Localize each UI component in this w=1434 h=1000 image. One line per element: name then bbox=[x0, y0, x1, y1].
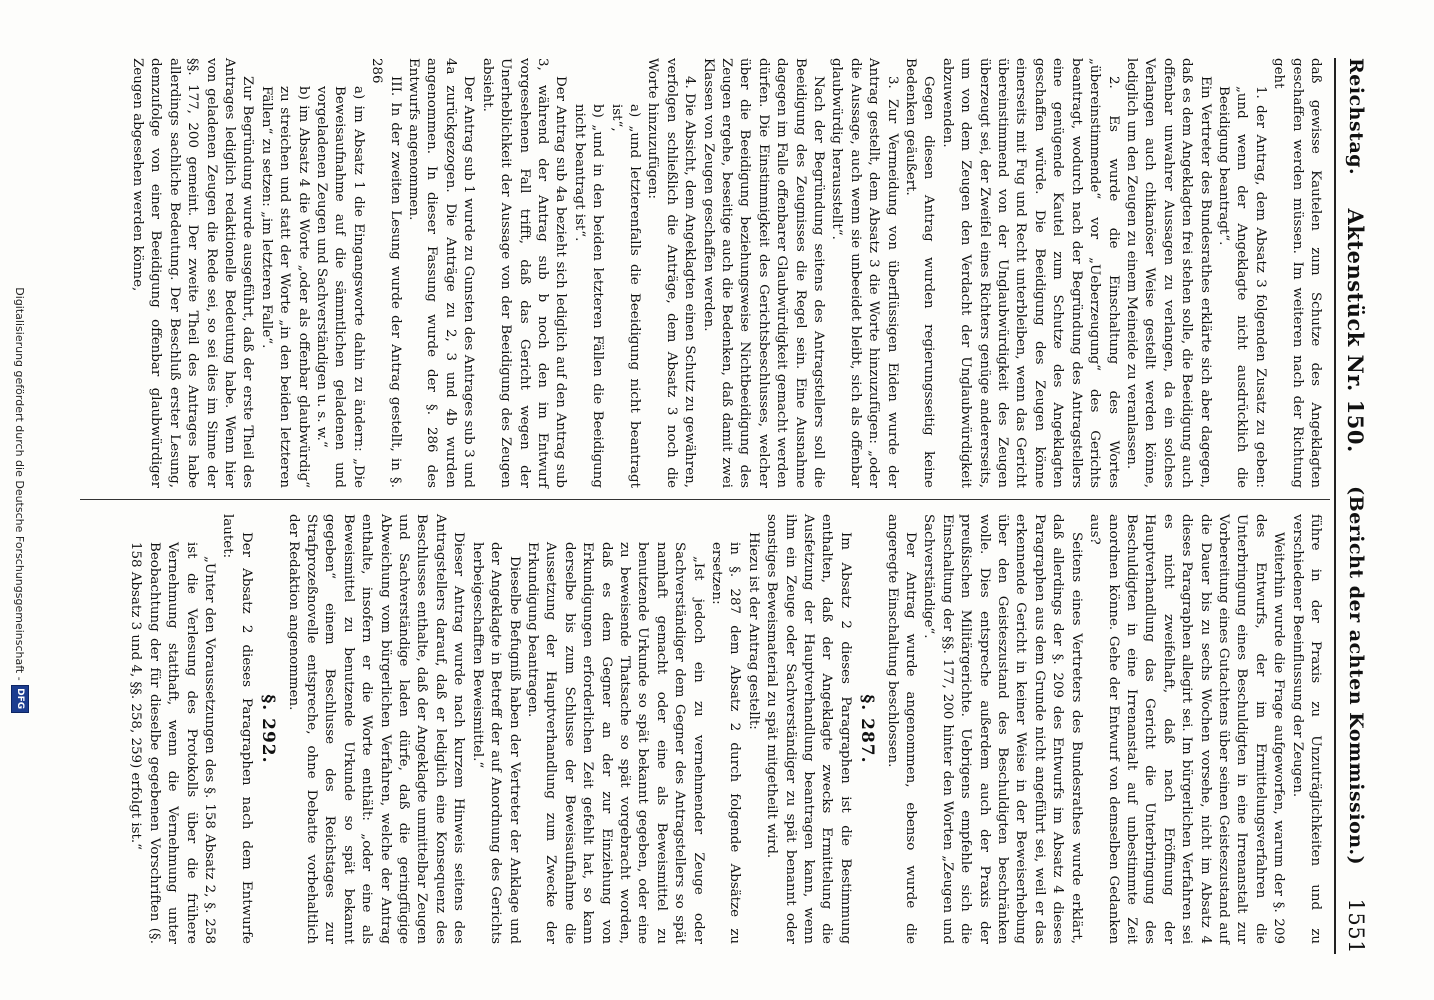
paragraph: führe in der Praxis zu Unzuträglichkeiten und zu verschiedener Beeinflussung der Zeugen. bbox=[1289, 514, 1323, 944]
paragraph: Im Absatz 2 dieses Paragraphen ist die Bestimmung enthalten, daß der Angeklagte zwecks Ermittelung die Ausfetzung der Hauptverhandlung beantragen kann, wenn ihm ein Zeuge oder Sachverständiger zu spät benannt oder sonstiges Beweismaterial zu spät mitgetheilt wird. bbox=[764, 514, 853, 944]
paragraph: 3. Zur Vermeidung von überflüssigen Eiden wurde der Antrag gestellt, dem Absatz 3 die Worte hinzuzufügen: „oder die Aussage, auch wenn sie unbeeidet bleibt, sich als offenbar glaubwürdig herausstellt“. bbox=[829, 58, 900, 488]
paragraph: a) im Absatz 1 die Eingangsworte dahin zu ändern: „Die Beweisaufnahme auf die sämmtlichen geladenen und vorgeladenen Zeugen und Sachverständigen u. s. w.“ bbox=[314, 86, 366, 488]
paragraph: Der Antrag wurde angenommen, ebenso wurde die angeregte Einschaltung beschlossen. bbox=[884, 514, 919, 944]
paragraph: Seitens eines Vertreters des Bundesrathes wurde erklärt, daß allerdings der §. 209 des Entwurfs im Absatz 4 dieses Paragraphen aus dem Grunde nicht angeführt sei, weil er das erkennende Gericht in keiner Weise in der Beweiserhebung über den Geisteszustand des Beschuldigten beschränken wolle. Dies entspreche außerdem auch der Praxis der preußischen Militärgerichte. Uebrigens empfehle sich die Einschaltung der §§. 177, 200 hinter den Worten „Zeugen und Sachverständige“. bbox=[921, 514, 1084, 944]
header-rule bbox=[1334, 58, 1336, 954]
paragraph: Der Antrag sub 1 wurde zu Gunsten des Antrages sub 3 und 4a zurückgezogen. Die Anträge zu 2, 3 und 4b wurden angenommen. In dieser Fassung wurde der §. 286 des Entwurfs angenommen. bbox=[406, 58, 477, 488]
section-heading-292: §. 292. bbox=[258, 694, 279, 764]
paragraph: b) „und in den beiden letzteren Fällen die Beeidigung nicht beantragt ist“. bbox=[571, 104, 606, 488]
footer-text: Digitalisierung gefördert durch die Deutsche Forschungsgemeinschaft - bbox=[13, 287, 27, 681]
right-column bbox=[126, 514, 1324, 944]
paragraph: 4. Die Absicht, dem Angeklagten einen Schutz zu gewähren, verfolgen schließlich die Anträge, dem Absatz 3 noch die Worte hinzuzufügen: bbox=[645, 58, 698, 488]
header-reichstag: Reichstag. bbox=[1345, 58, 1367, 176]
section-heading-287: §. 287. bbox=[857, 694, 878, 764]
header-document-number: Aktenstück Nr. 150. bbox=[1343, 208, 1369, 453]
paragraph: Dieser Antrag wurde nach kurzem Hinweis seitens des Antragstellers darauf, daß er lediglich eine Konsequenz des Beschlusses enthalte, daß der Angeklagte unmittelbar Zeugen und Sachverständige laden dürfe, daß die geringfügige Abweichung vom bürgerlichen Verfahren, welche der Antrag enthalte, insofern er die Worte enthält: „oder eine als Beweismittel zu benutzende Urkunde so spät bekannt gegeben“ einem Beschlusse des Reichstages zur Strafprozeßnovelle entspreche, ohne Debatte vorbehaltlich der Redaktion angenommen. bbox=[285, 514, 467, 944]
paragraph: b) im Absatz 4 die Worte „oder als offenbar glaubwürdig“ zu streichen und statt der Worte „in den beiden letzteren Fällen“ zu setzen: „im letzteren Falle“. bbox=[258, 86, 311, 488]
paragraph: daß gewisse Kautelen zum Schutze des Angeklagten geschaffen werden müssen. Im weiteren nach der Richtung geht bbox=[1271, 58, 1323, 488]
paragraph: Hiezu ist der Antrag gestellt: bbox=[745, 532, 761, 730]
column-divider bbox=[80, 499, 1330, 500]
header-commission: (Bericht der achten Kommission.) bbox=[1345, 486, 1367, 866]
paragraph: Dieselbe Befugniß haben der Vertreter der Anklage und der Angeklagte in Betreff der auf Anordnung des Gerichts herbeigeschafften Beweismittel.“ bbox=[469, 542, 522, 944]
paragraph: Nach der Begründung seitens des Antragstellers soll die Beeidigung des Zeugnisses die Regel sein. Eine Ausnahme dagegen im Falle offenbarer Glaubwürdigkeit gemacht werden dürfen. Die Einstimmigkeit des Gerichtsbeschlusses, welcher über die Beeidigung beziehungsweise Nichtbeeidigung des Zeugen ergehe, beseitige auch die Bedenken, daß damit zwei Klassen von Zeugen geschaffen werden. bbox=[700, 58, 827, 488]
paragraph: 1. der Antrag, dem Absatz 3 folgenden Zusatz zu geben: „und wenn der Angeklagte nicht ausdrücklich die Beeidigung beantragt“. bbox=[1215, 86, 1268, 488]
page-header bbox=[1336, 58, 1376, 954]
paragraph: Der Antrag sub 4a bezieht sich lediglich auf den Antrag sub 3, während der Antrag sub b noch den im Entwurf vorgesehenen Fall trifft, daß das Gericht wegen der Unerheblichkeit der Aussage von der Beeidigung des Zeugen absieht. bbox=[479, 58, 569, 488]
paragraph: 2. Es wurde die Einschaltung des Wortes „übereinstimmende“ vor „Ueberzeugung“ des Gerichts beantragt, wodurch nach der Begründung des Antragstellers eine genügende Kautel zum Schutze des Angeklagten geschaffen würde. Die Beeidigung des Zeugen könne einerseits mit Fug und Recht unterbleiben, wenn das Gericht übereinstimmend von der Unglaubwürdigkeit des Zeugen überzeugt sei, der Zweifel eines Richters genüge andererseits, um von dem Zeugen den Verdacht der Unglaubwürdigkeit abzuwenden. bbox=[939, 58, 1121, 488]
paragraph: III. In der zweiten Lesung wurde der Antrag gestellt, in §. 286 bbox=[369, 58, 403, 488]
paragraph: Der Absatz 2 dieses Paragraphen nach dem Entwurfe lautet: bbox=[220, 514, 254, 944]
paragraph: „Ist jedoch ein zu vernehmender Zeuge oder Sachverständiger dem Gegner des Antragstellers so spät namhaft gemacht oder eine als Beweismittel zu benutzende Urkunde so spät bekannt gegeben, oder eine zu beweisende Thatsache so spät vorgebracht worden, daß es dem Gegner an der zur Einziehung von Erkundigungen erforderlichen Zeit gefehlt hat, so kann derselbe bis zum Schlusse der Beweisaufnahme die Aussetzung der Hauptverhandlung zum Zwecke der Erkundigung beantragen. bbox=[524, 542, 706, 944]
paragraph: Weiterhin wurde die Frage aufgeworfen, warum der §. 209 des Entwurfs, der im Ermittelungsverfahren die Unterbringung eines Beschuldigten in eine Irrenanstalt zur Vorbereitung eines Gutachtens über seinen Geisteszustand auf die Dauer bis zu sechs Wochen vorsehe, nicht im Absatz 4 dieses Paragraphen allegirt sei. Im bürgerlichen Verfahren sei es nicht zweifelhaft, daß nach Eröffnung der Hauptverhandlung das Gericht die Unterbringung des Beschuldigten in eine Irrenanstalt auf unbestimmte Zeit anordnen könne. Gehe der Entwurf von demselben Gedanken aus? bbox=[1087, 514, 1287, 944]
page-number: 1551 bbox=[1344, 898, 1368, 954]
paragraph: „Unter den Voraussetzungen des §. 158 Absatz 2, §. 258 ist die Verlesung des Protokolls über die frühere Vernehmung statthaft, wenn die Vernehmung unter Beobachtung der für dieselbe gegebenen Vorschriften (§. 158 Absatz 3 und 4, §§. 258, 259) erfolgt ist.“ bbox=[128, 542, 218, 944]
paragraph: Gegen diesen Antrag wurden regierungsseitig keine Bedenken geäußert. bbox=[903, 58, 937, 488]
paragraph: a) „und letzterenfalls die Beeidigung nicht beantragt ist“, bbox=[608, 104, 642, 488]
paragraph: Zur Begründung wurde ausgeführt, daß der erste Theil des Antrages lediglich redaktionelle Bedeutung habe. Wenn hier von geladenen Zeugen die Rede sei, so sei dies im Sinne der §§. 177, 200 gemeint. Der zweite Theil des Antrages habe allerdings sachliche Bedeutung. Der Beschluß erster Lesung, demzufolge von einer Beeidigung offenbar glaubwürdiger Zeugen abgesehen werden könne, bbox=[130, 58, 256, 488]
digitization-footer bbox=[8, 0, 32, 1000]
paragraph: in §. 287 dem Absatz 2 durch folgende Absätze zu ersetzen: bbox=[709, 542, 743, 944]
dfg-logo: DFG bbox=[11, 685, 29, 713]
left-column bbox=[128, 58, 1324, 488]
paragraph: Ein Vertreter des Bundesrathes erklärte sich aber dagegen, daß es dem Angeklagten frei stehen solle, die Beeidigung auch offenbar unwahrer Aussagen zu verlangen, da ein solches Verlangen auch chikanöser Weise gestellt werden könne, lediglich um den Zeugen zu einem Meineide zu veranlassen. bbox=[1123, 58, 1213, 488]
